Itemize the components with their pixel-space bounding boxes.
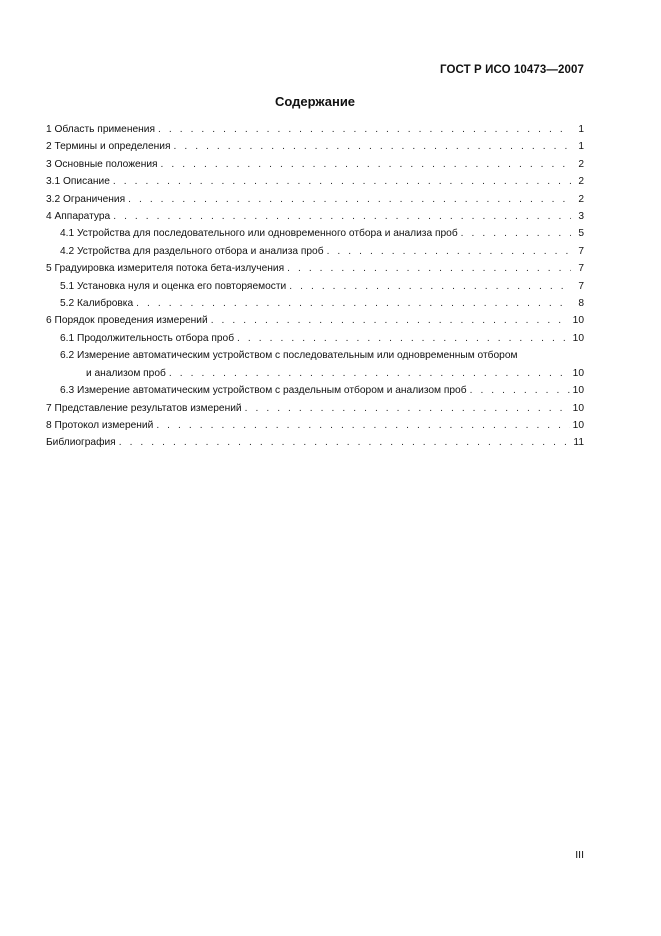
toc-leader-dots: [245, 400, 570, 417]
table-of-contents: [46, 121, 584, 452]
toc-leader-dots: [136, 295, 571, 312]
page-number-footer: III: [575, 849, 584, 861]
toc-leader-dots: [113, 208, 571, 225]
toc-entry-2[interactable]: [46, 138, 584, 155]
toc-entry-label: 3.1 Описание: [46, 176, 110, 188]
toc-entry-label: 8 Протокол измерений: [46, 419, 154, 431]
toc-entry-label: 6.1 Продолжительность отбора проб: [60, 332, 235, 344]
toc-entry-label: 4.1 Устройства для последовательного или одновременного отбора и анализа проб: [60, 228, 458, 240]
toc-entry-page: 3: [578, 211, 584, 223]
toc-entry-label: 6.2 Измерение автоматическим устройством с последовательным или одновременным отбором: [60, 350, 518, 362]
toc-entry-page: 2: [578, 176, 584, 188]
toc-entry-6-3[interactable]: [46, 382, 584, 399]
toc-leader-dots: [169, 365, 570, 382]
toc-entry-page: 2: [578, 193, 584, 205]
toc-entry-5[interactable]: [46, 260, 584, 277]
toc-entry-page: 5: [578, 228, 584, 240]
toc-entry-1[interactable]: [46, 121, 584, 138]
toc-entry-page: 10: [572, 367, 584, 379]
toc-entry-label: 5.2 Калибровка: [60, 298, 134, 310]
toc-entry-label-continued: и анализом проб: [86, 367, 166, 379]
toc-entry-page: 8: [578, 298, 584, 310]
toc-entry-label: 1 Область применения: [46, 124, 155, 135]
toc-entry-label: Библиография: [46, 437, 116, 449]
toc-entry-page: 1: [578, 141, 584, 153]
toc-leader-dots: [211, 312, 570, 329]
toc-entry-5-2[interactable]: [46, 295, 584, 312]
toc-leader-dots: [119, 434, 571, 451]
toc-entry-4[interactable]: [46, 208, 584, 225]
toc-entry-page: 7: [578, 245, 584, 257]
toc-entry-6-2[interactable]: [46, 347, 584, 364]
toc-leader-dots: [470, 382, 570, 399]
toc-entry-label: 5.1 Установка нуля и оценка его повторяемости: [60, 280, 287, 292]
toc-entry-6-1[interactable]: [46, 330, 584, 347]
toc-leader-dots: [237, 330, 570, 347]
toc-leader-dots: [289, 278, 571, 295]
toc-leader-dots: [161, 156, 571, 173]
toc-entry-page: 1: [578, 124, 584, 135]
toc-entry-3-2[interactable]: [46, 191, 584, 208]
toc-entry-6[interactable]: [46, 312, 584, 329]
toc-entry-label: 4.2 Устройства для раздельного отбора и анализа проб: [60, 245, 324, 257]
toc-entry-label: 5 Градуировка измерителя потока бета-излучения: [46, 263, 285, 275]
toc-entry-page: 10: [572, 385, 584, 397]
toc-leader-dots: [461, 225, 571, 242]
toc-entry-4-1[interactable]: [46, 225, 584, 242]
toc-leader-dots: [156, 417, 569, 434]
toc-entry-3-1[interactable]: [46, 173, 584, 190]
toc-entry-page: 7: [578, 263, 584, 275]
standard-header: ГОСТ Р ИСО 10473—2007: [439, 64, 584, 76]
toc-entry-page: 10: [572, 402, 584, 414]
toc-entry-5-1[interactable]: [46, 278, 584, 295]
toc-leader-dots: [173, 138, 571, 155]
toc-entry-page: 10: [572, 332, 584, 344]
toc-entry-page: 10: [572, 315, 584, 327]
toc-leader-dots: [158, 121, 571, 138]
toc-entry-7[interactable]: [46, 400, 584, 417]
toc-entry-6-2-continued[interactable]: [46, 365, 584, 382]
toc-entry-4-2[interactable]: [46, 243, 584, 260]
toc-entry-label: 6 Порядок проведения измерений: [46, 315, 208, 327]
toc-entry-page: 7: [578, 280, 584, 292]
toc-entry-label: 3.2 Ограничения: [46, 193, 126, 205]
page-title: Содержание: [274, 94, 356, 109]
toc-entry-label: 7 Представление результатов измерений: [46, 402, 242, 414]
toc-entry-label: 4 Аппаратура: [46, 211, 111, 223]
toc-entry-3[interactable]: [46, 156, 584, 173]
toc-entry-page: 11: [573, 437, 584, 449]
toc-entry-page: 10: [572, 419, 584, 431]
toc-entry-label: 6.3 Измерение автоматическим устройством с раздельным отбором и анализом проб: [60, 385, 467, 397]
toc-entry-8[interactable]: [46, 417, 584, 434]
toc-leader-dots: [327, 243, 571, 260]
toc-entry-page: 2: [578, 158, 584, 170]
toc-leader-dots: [113, 173, 571, 190]
toc-entry-bibliography[interactable]: [46, 434, 584, 451]
toc-entry-label: 3 Основные положения: [46, 158, 158, 170]
toc-entry-label: 2 Термины и определения: [46, 141, 171, 153]
toc-leader-dots: [287, 260, 571, 277]
toc-leader-dots: [128, 191, 571, 208]
